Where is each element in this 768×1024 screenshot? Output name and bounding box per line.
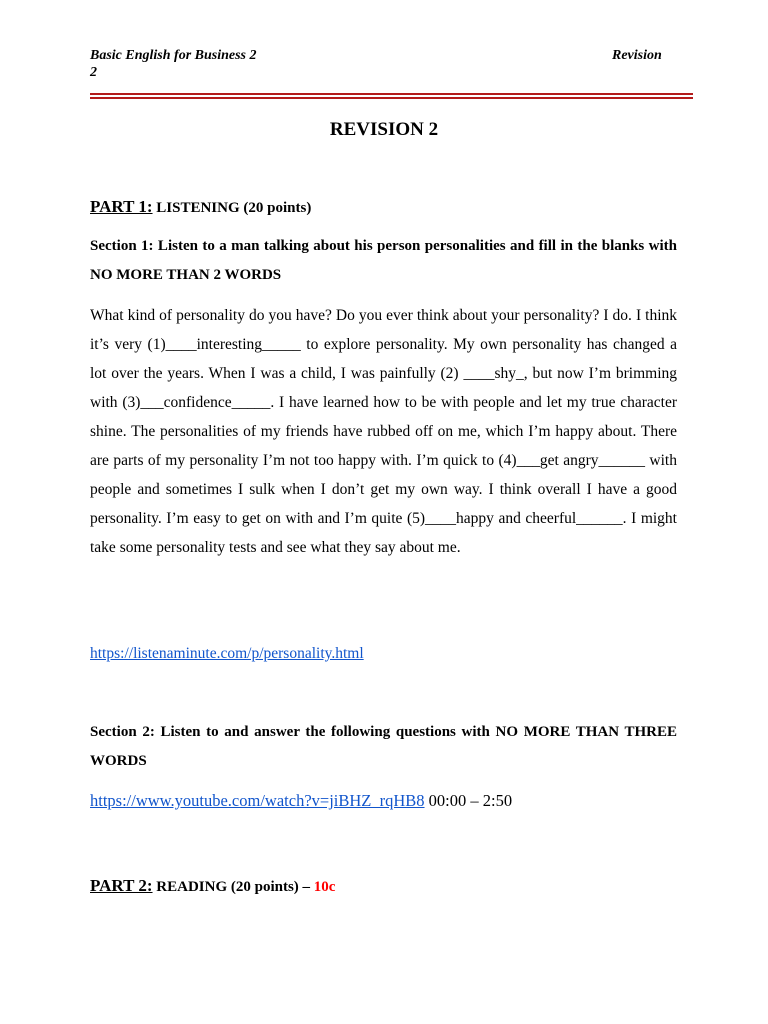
youtube-link-line <box>90 791 512 811</box>
part1-label: PART 1: <box>90 197 153 216</box>
part1-text: LISTENING (20 points) <box>152 200 312 216</box>
part2-heading <box>90 876 335 896</box>
header-course-name: Basic English for Business 2 <box>90 48 257 63</box>
listening-paragraph: What kind of personality do you have? Do you ever think about your personality? I do. I think it’s very (1)____interesting_____ to explore personality. My own personality has changed a lot over the years. When I was a child, I was painfully (2) ____shy_, but now I’m brimming with (3)___confidence_____. I have learned how to be with people and let my true character shine. The personalities of my friends have rubbed off on me, which I’m happy about. There are parts of my personality I’m not too happy with. I’m quick to (4)___get angry______ with people and sometimes I sulk when I don’t get my own way. I think overall I have a good personality. I’m easy to get on with and I’m quite (5)____happy and cheerful______. I might take some personality tests and see what they say about me. <box>90 307 677 556</box>
section1-instructions: Section 1: Listen to a man talking about his person personalities and fill in the blanks with NO MORE THAN 2 WORDS <box>90 238 677 283</box>
header-revision-label: Revision <box>612 48 662 63</box>
part2-text: READING (20 points) – <box>152 879 314 895</box>
part2-label: PART 2: <box>90 876 153 895</box>
header-rule-top <box>90 93 693 95</box>
youtube-link[interactable]: https://www.youtube.com/watch?v=jiBHZ_rqHB8 <box>90 791 425 810</box>
youtube-timestamp: 00:00 – 2:50 <box>424 791 513 810</box>
header-rule-bottom <box>90 97 693 99</box>
part1-heading <box>90 197 311 217</box>
header-page-number: 2 <box>90 65 97 80</box>
listenaminute-link[interactable]: https://listenaminute.com/p/personality.html <box>90 645 364 662</box>
header-course-title <box>90 47 290 81</box>
section2-instructions: Section 2: Listen to and answer the following questions with NO MORE THAN THREE WORDS <box>90 724 677 769</box>
page-title: REVISION 2 <box>329 119 439 140</box>
part2-score-note: 10c <box>313 879 336 895</box>
